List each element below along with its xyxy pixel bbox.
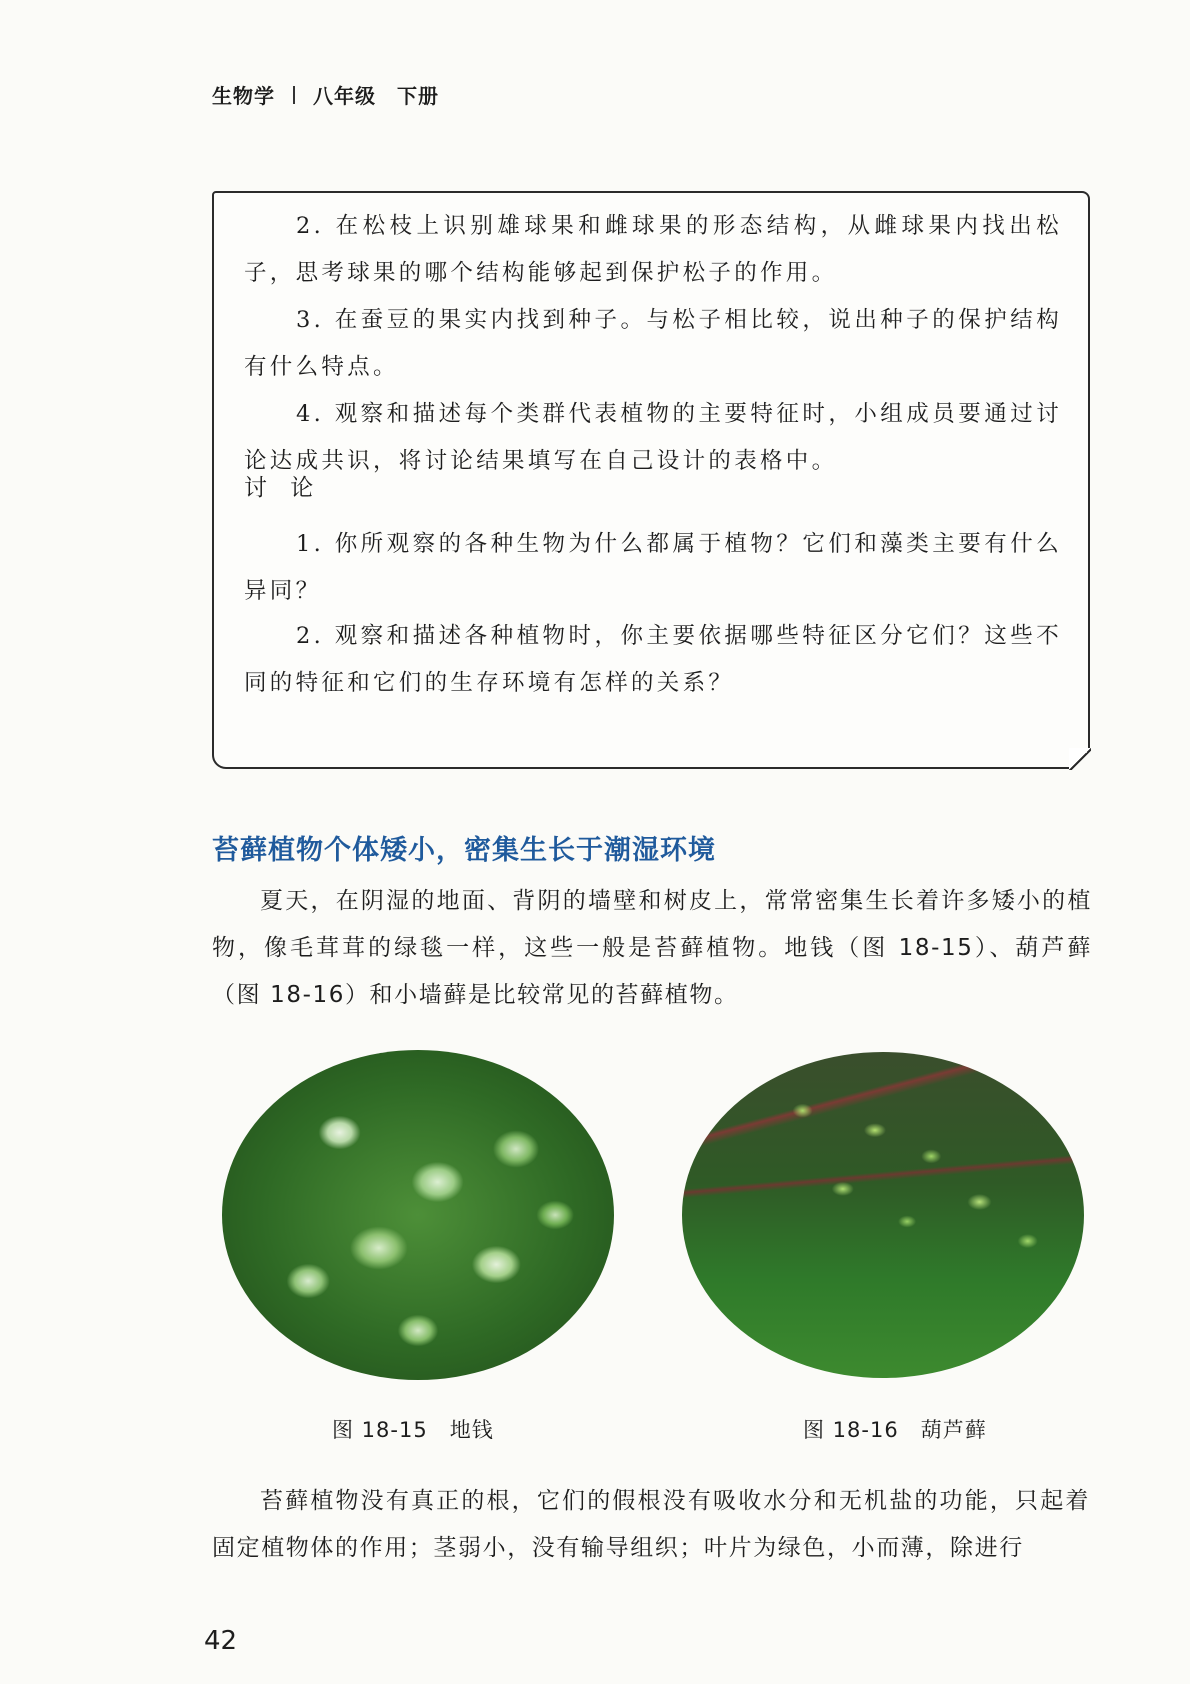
figure-caption-18-16: 图 18-16 葫芦藓 <box>803 1418 987 1442</box>
activity-step-4: 4. 观察和描述每个类群代表植物的主要特征时，小组成员要通过讨论达成共识，将讨论结果填写在自己设计的表格中。 <box>244 401 1062 474</box>
section-title: 苔藓植物个体矮小，密集生长于潮湿环境 <box>212 835 716 866</box>
discussion-question-1: 1. 你所观察的各种生物为什么都属于植物？它们和藻类主要有什么异同？ <box>244 531 1062 604</box>
activity-step-3: 3. 在蚕豆的果实内找到种子。与松子相比较，说出种子的保护结构有什么特点。 <box>244 307 1062 380</box>
running-header <box>212 80 439 109</box>
header-separator <box>293 86 295 104</box>
body-paragraph-1: 夏天，在阴湿的地面、背阴的墙壁和树皮上，常常密集生长着许多矮小的植物，像毛茸茸的绿毯一样，这些一般是苔藓植物。地钱（图 18-15）、葫芦藓（图 18-16）和小墙藓是比较常见的苔藓植物。 <box>212 888 1092 1008</box>
header-subject: 生物学 <box>212 84 275 108</box>
moss-photo <box>682 1052 1084 1378</box>
discussion-heading: 讨 论 <box>244 475 322 501</box>
page-fold-corner <box>1069 748 1091 770</box>
liverwort-photo <box>222 1050 614 1380</box>
activity-box <box>212 191 1090 769</box>
figure-caption-18-15: 图 18-15 地钱 <box>332 1418 494 1442</box>
discussion-question-2: 2. 观察和描述各种植物时，你主要依据哪些特征区分它们？这些不同的特征和它们的生存环境有怎样的关系？ <box>244 623 1062 696</box>
body-paragraph-2: 苔藓植物没有真正的根，它们的假根没有吸收水分和无机盐的功能，只起着固定植物体的作用；茎弱小，没有输导组织；叶片为绿色，小而薄，除进行 <box>212 1488 1090 1561</box>
activity-step-2: 2. 在松枝上识别雄球果和雌球果的形态结构，从雌球果内找出松子，思考球果的哪个结构能够起到保护松子的作用。 <box>244 213 1062 286</box>
header-grade: 八年级 下册 <box>313 84 439 108</box>
page-number: 42 <box>204 1626 238 1656</box>
